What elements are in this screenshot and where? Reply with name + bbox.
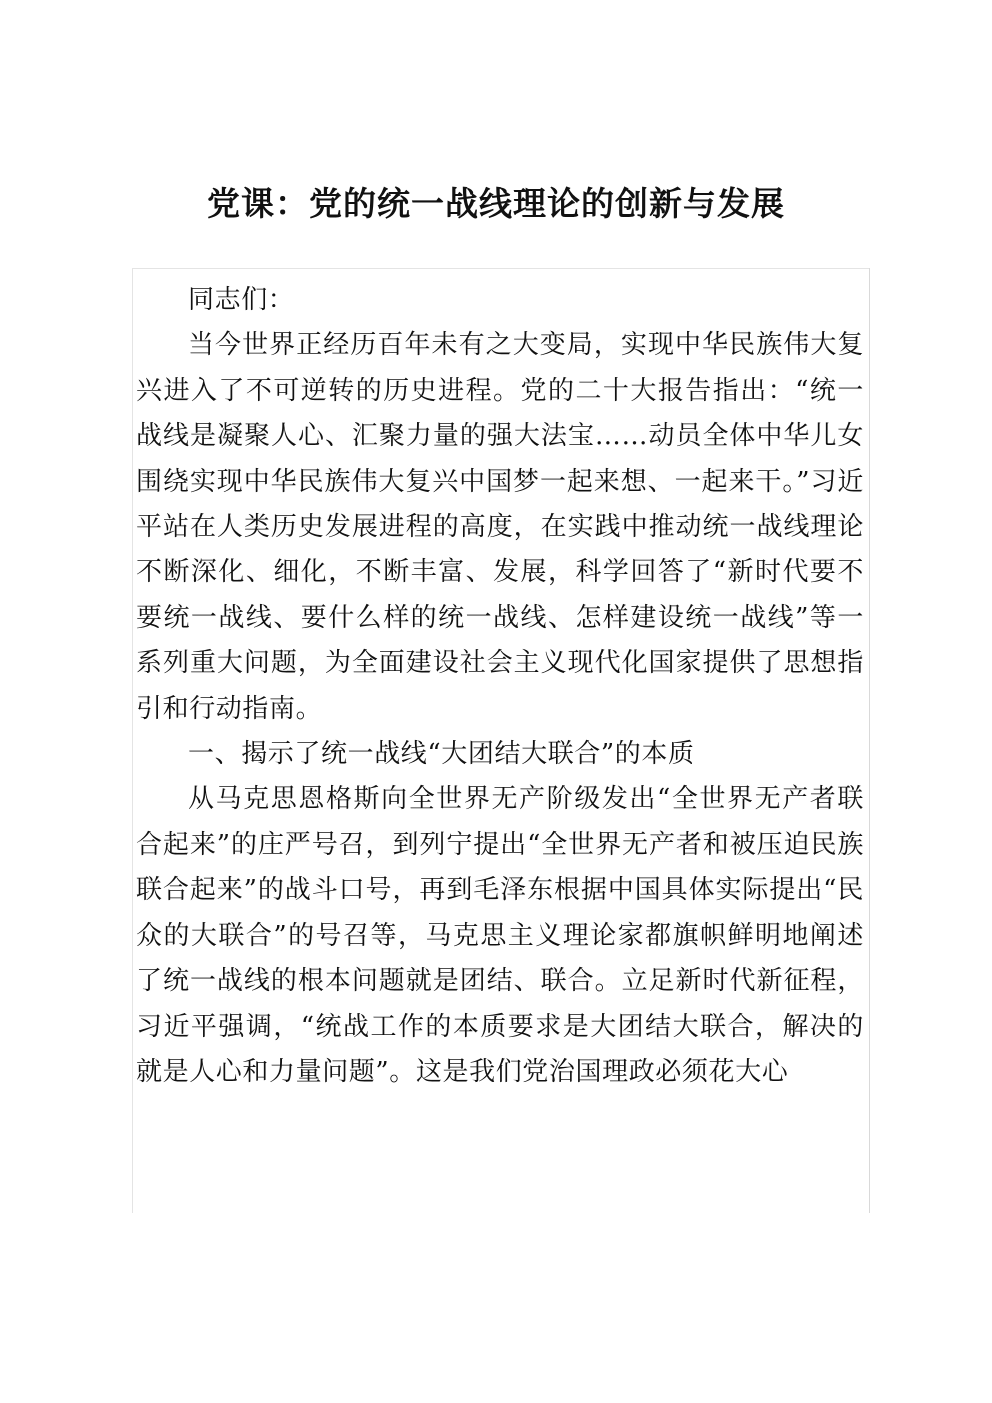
document-title: 党课：党的统一战线理论的创新与发展	[207, 184, 785, 223]
document-body	[136, 278, 864, 1095]
frame-right-border	[869, 268, 870, 1213]
paragraph-intro: 当今世界正经历百年未有之大变局，实现中华民族伟大复兴进入了不可逆转的历史进程。党的二十大报告指出：“统一战线是凝聚人心、汇聚力量的强大法宝……动员全体中华儿女围绕实现中华民族伟大复兴中国梦一起来想、一起来干。”习近平站在人类历史发展进程的高度，在实践中推动统一战线理论不断深化、细化，不断丰富、发展，科学回答了“新时代要不要统一战线、要什么样的统一战线、怎样建设统一战线”等一系列重大问题，为全面建设社会主义现代化国家提供了思想指引和行动指南。	[136, 330, 864, 724]
frame-left-border	[132, 268, 133, 1213]
paragraph-section-1: 从马克思恩格斯向全世界无产阶级发出“全世界无产者联合起来”的庄严号召，到列宁提出“全世界无产者和被压迫民族联合起来”的战斗口号，再到毛泽东根据中国具体实际提出“民众的大联合”的号召等，马克思主义理论家都旗帜鲜明地阐述了统一战线的根本问题就是团结、联合。立足新时代新征程，习近平强调，“统战工作的本质要求是大团结大联合，解决的就是人心和力量问题”。这是我们党治国理政必须花大心	[136, 784, 864, 1087]
greeting: 同志们：	[188, 285, 295, 315]
frame-top-border	[132, 268, 870, 269]
section-heading-1: 一、揭示了统一战线“大团结大联合”的本质	[188, 739, 695, 770]
